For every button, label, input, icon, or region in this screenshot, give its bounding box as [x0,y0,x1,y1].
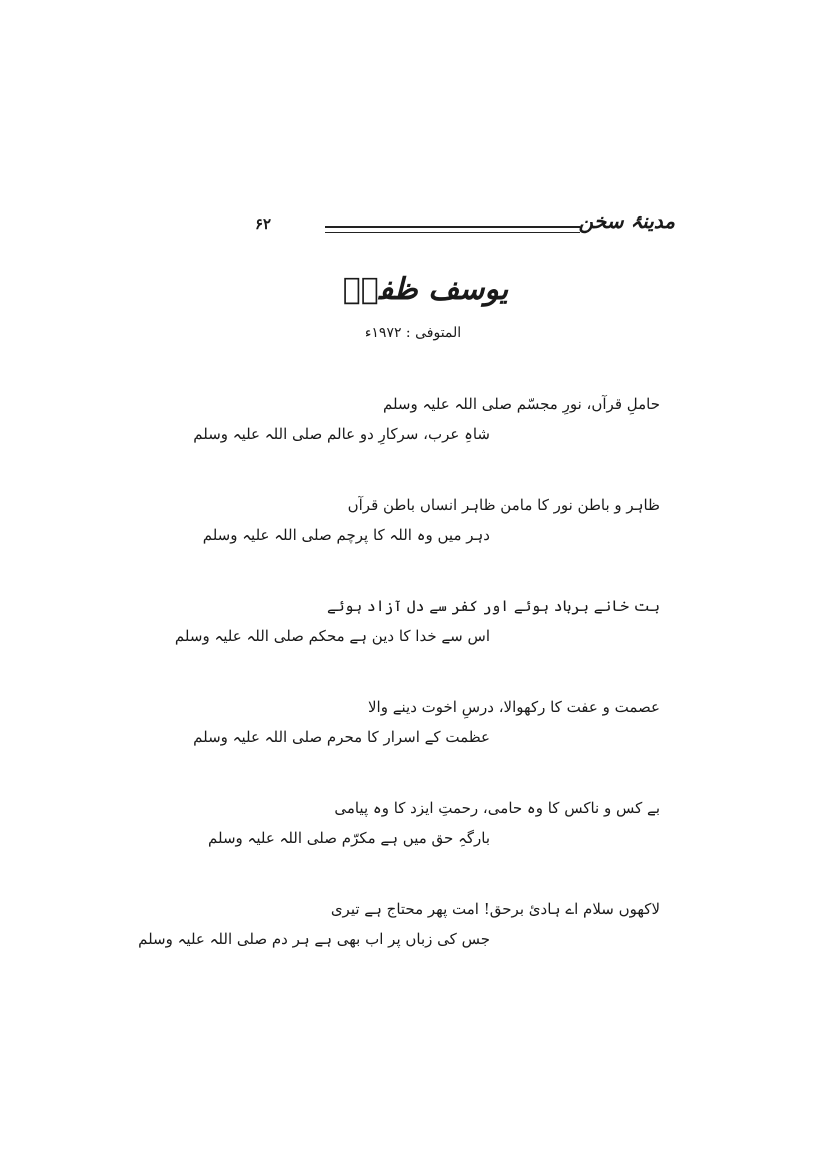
book-title: مدینۂ سخن [578,209,675,233]
page-header [255,209,675,245]
page-number: ۶۲ [255,215,272,233]
verse-line-2: اس سے خدا کا دین ہے محکم صلی اللہ علیہ وسلم [174,627,490,645]
verse-line-1: ظاہر و باطن نور کا مامن ظاہر انساں باطن قرآں [347,496,660,514]
poet-death-date: المتوفی : ۱۹۷۲ء [364,325,462,341]
verse-line-1: حاملِ قرآں، نورِ مجسّم صلی اللہ علیہ وسلم [382,395,660,413]
header-rule-thick [325,226,580,228]
verse-line-2: شاہِ عرب، سرکارِ دو عالم صلی اللہ علیہ وسلم [193,425,490,443]
verse-line-1: بے کس و ناکس کا وہ حامی، رحمتِ ایزد کا وہ پیامی [334,799,660,817]
stanza [208,799,660,900]
poet-name: یوسف ظفرؔ [342,272,509,307]
verse-line-2: عظمت کے اسرار کا محرم صلی اللہ علیہ وسلم [193,728,490,746]
stanza [138,900,660,1001]
poet-heading [0,272,826,307]
verse-line-2: دہر میں وہ اللہ کا پرچم صلی اللہ علیہ وسلم [202,526,490,544]
verse-line-2: جس کی زباں پر اب بھی ہے ہر دم صلی اللہ علیہ وسلم [138,930,490,948]
stanza [202,496,660,597]
verse-line-1: بت خانے برباد ہوئے اور کفر سے دل آزاد ہوئے [327,597,660,615]
verse-line-1: لاکھوں سلام اے ہادیٔ برحق! امت پھر محتاج ہے تیری [330,900,660,918]
stanza [193,698,660,799]
poem [138,395,660,1001]
verse-line-1: عصمت و عفت کا رکھوالا، درسِ اخوت دینے والا [367,698,660,716]
stanza [193,395,660,496]
header-rule-thin [325,232,580,233]
verse-line-2: بارگہِ حق میں ہے مکرّم صلی اللہ علیہ وسلم [208,829,490,847]
stanza [174,597,660,698]
